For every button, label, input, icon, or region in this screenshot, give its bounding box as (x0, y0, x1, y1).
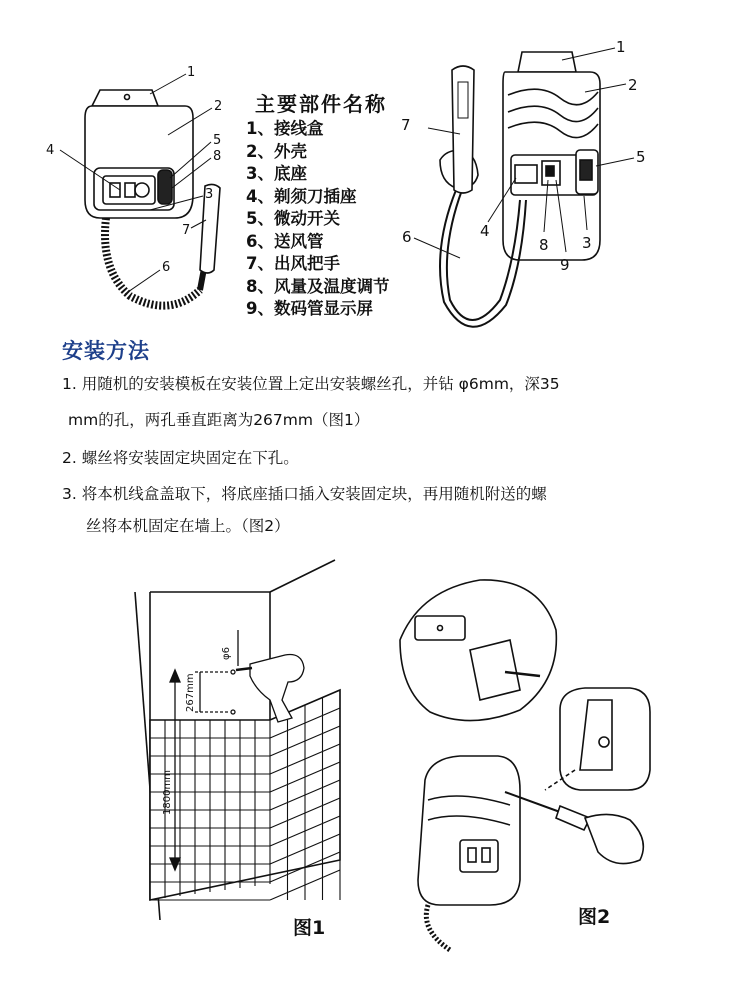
callout-left-5: 5 (213, 133, 222, 148)
install-step-1-cont: mm的孔，两孔垂直距离为267mm（图1） (68, 411, 370, 429)
install-step-3: 3. 将本机线盒盖取下，将底座插口插入安装固定块，再用随机附送的螺 (62, 485, 547, 503)
callout-left-4: 4 (46, 143, 55, 158)
callout-right-9: 9 (560, 256, 570, 274)
install-step-3-cont: 丝将本机固定在墙上。（图2） (86, 517, 290, 535)
parts-item: 9、数码管显示屏 (246, 299, 373, 318)
parts-item: 2、外壳 (246, 141, 307, 161)
callout-right-3: 3 (582, 234, 592, 252)
dim-spacing: 267mm (185, 673, 196, 712)
callout-left-2: 2 (214, 99, 223, 114)
callout-right-1: 1 (616, 38, 626, 56)
callout-left-8: 8 (213, 149, 222, 164)
parts-item: 6、送风管 (246, 231, 324, 251)
parts-item: 5、微动开关 (246, 209, 340, 228)
dim-drill: φ6 (221, 647, 232, 660)
callout-right-6: 6 (402, 228, 412, 246)
callout-right-5: 5 (636, 148, 646, 166)
parts-item: 1、接线盒 (246, 119, 324, 138)
parts-item: 8、风量及温度调节 (246, 276, 390, 296)
figure-2-label: 图2 (578, 906, 611, 928)
callout-left-6: 6 (162, 260, 171, 275)
callout-left-3: 3 (205, 187, 214, 202)
install-step-1: 1. 用随机的安装模板在安装位置上定出安装螺丝孔，并钻 φ6mm，深35 (62, 375, 560, 393)
callout-right-8: 8 (539, 236, 549, 254)
callout-left-1: 1 (187, 65, 196, 80)
figure-1-label: 图1 (293, 917, 326, 939)
install-step-2: 2. 螺丝将安装固定块固定在下孔。 (62, 449, 299, 467)
callout-right-4: 4 (480, 222, 490, 240)
callout-right-7: 7 (401, 116, 411, 134)
parts-item: 7、出风把手 (246, 254, 340, 273)
parts-item: 4、剃须刀插座 (246, 186, 357, 206)
install-title: 安装方法 (62, 339, 150, 363)
parts-title: 主要部件名称 (255, 92, 387, 116)
callout-right-2: 2 (628, 76, 638, 94)
dim-height: 1800mm (162, 770, 173, 815)
callout-left-7: 7 (182, 223, 191, 238)
parts-item: 3、底座 (246, 164, 307, 183)
